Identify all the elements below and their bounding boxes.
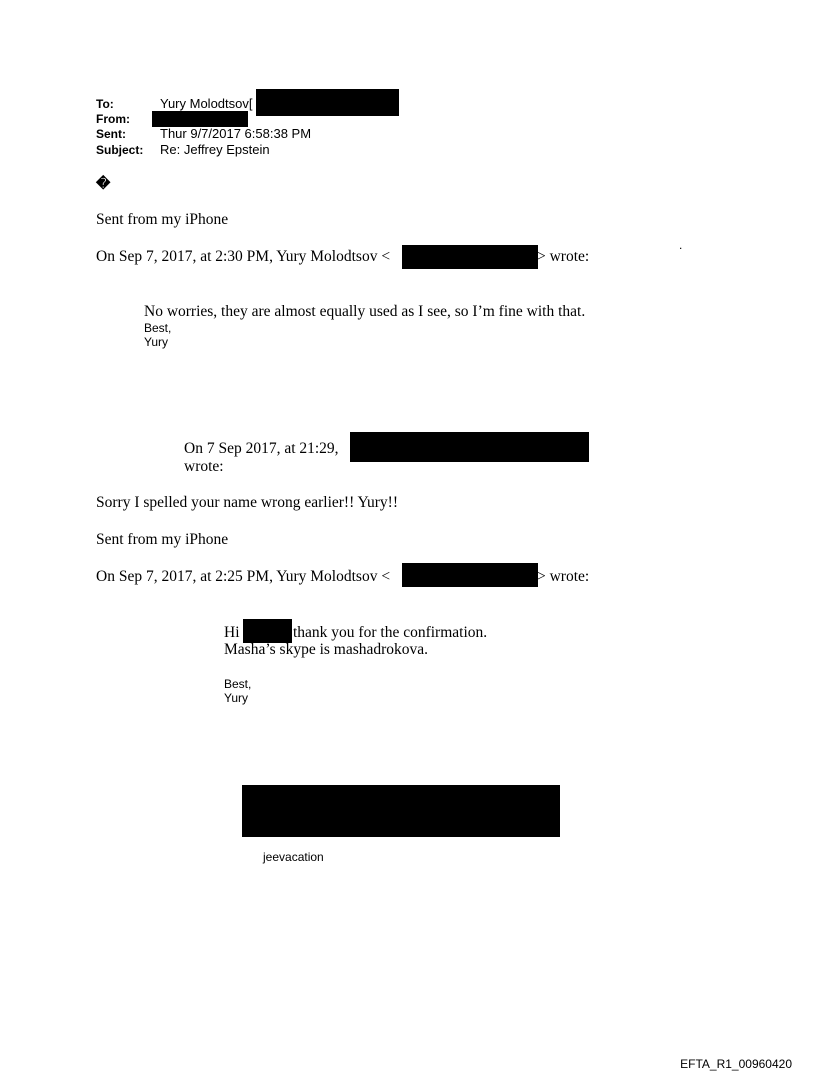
redaction-box <box>152 111 248 127</box>
message-text: Masha’s skype is mashadrokova. <box>224 641 429 658</box>
message-text: Sorry I spelled your name wrong earlier!! Yury!! <box>96 494 399 511</box>
redaction-box <box>350 432 589 462</box>
signature-name: Yury <box>144 335 169 349</box>
redaction-box <box>402 563 538 587</box>
quote-header-suffix: > wrote: <box>537 248 590 265</box>
from-label: From: <box>96 112 130 126</box>
quote-header-wrote: wrote: <box>184 458 224 475</box>
subject-value: Re: Jeffrey Epstein <box>160 142 270 157</box>
redaction-box <box>242 785 560 837</box>
sent-from-iphone: Sent from my iPhone <box>96 211 229 228</box>
quote-header-suffix: > wrote: <box>537 568 590 585</box>
quote-header: On Sep 7, 2017, at 2:30 PM, Yury Molodtsov < <box>96 248 391 265</box>
message-text: thank you for the confirmation. <box>293 624 488 641</box>
subject-label: Subject: <box>96 143 144 157</box>
footer-name: jeevacation <box>263 850 324 864</box>
greeting: Hi <box>224 624 240 641</box>
sent-from-iphone: Sent from my iPhone <box>96 531 229 548</box>
redaction-box <box>243 619 292 643</box>
to-label: To: <box>96 97 114 111</box>
signoff: Best, <box>144 321 172 335</box>
quote-text: No worries, they are almost equally used as I see, so I’m fine with that. <box>144 303 586 320</box>
redaction-box <box>402 245 538 269</box>
sent-label: Sent: <box>96 127 126 141</box>
redaction-box <box>256 89 399 116</box>
to-value: Yury Molodtsov[ <box>160 96 253 111</box>
quote-header: On 7 Sep 2017, at 21:29, <box>184 440 339 457</box>
quote-header: On Sep 7, 2017, at 2:25 PM, Yury Molodtsov < <box>96 568 391 585</box>
replacement-glyph: � <box>96 175 111 191</box>
document-id: EFTA_R1_00960420 <box>680 1057 792 1071</box>
sent-value: Thur 9/7/2017 6:58:38 PM <box>160 126 312 141</box>
stray-dot: . <box>679 238 683 252</box>
signoff: Best, <box>224 677 252 691</box>
signature-name: Yury <box>224 691 249 705</box>
